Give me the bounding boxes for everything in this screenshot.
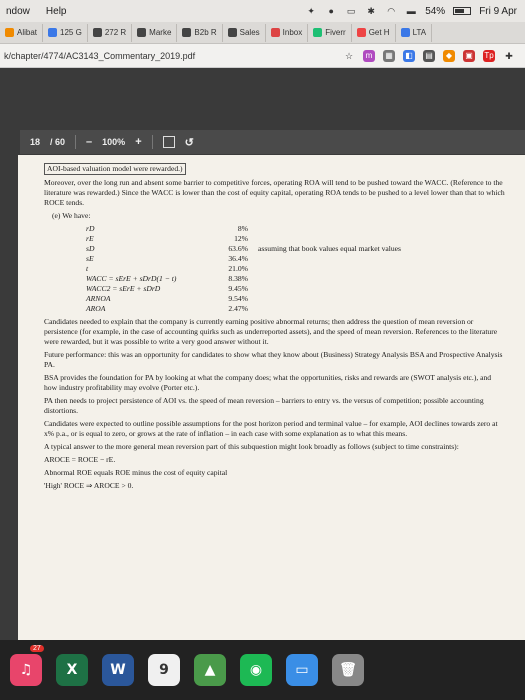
tab-2[interactable] [88, 24, 132, 42]
variable-name: WACC = sErE + sDrD(1 − t) [86, 274, 177, 283]
paragraph: Future performance: this was an opportunity for candidates to show what they know about (Business) Strategy Analysis BSA and Prospective Analysis PA. [44, 350, 503, 369]
variable-value: 2.47% [228, 304, 248, 313]
tab-label: Get H [368, 28, 390, 37]
variable-value: 9.45% [228, 284, 248, 293]
dropbox-icon[interactable]: ✦ [307, 6, 315, 16]
screen-icon[interactable]: ▭ [346, 6, 356, 16]
tab-1[interactable] [43, 24, 88, 42]
menu-item-help[interactable]: Help [45, 5, 67, 17]
battery-percent[interactable]: 54% [425, 5, 446, 17]
variable-note [248, 254, 505, 264]
tab-bar [0, 22, 525, 44]
page-number[interactable]: 18 [30, 137, 41, 147]
address-bar[interactable] [0, 44, 525, 68]
paragraph: Moreover, over the long run and absent some barrier to competitive forces, operating ROA will tend to be pushed toward the WACC. (Reference to the literature was rewarded.) Since the WACC is lower than the cost of equity capital, operating ROA tends to be pushed to a level lower than that to which ROCE tends. [44, 178, 505, 207]
variable-name: t [86, 264, 89, 273]
zoom-out-button[interactable]: – [86, 136, 93, 148]
variable-note [248, 294, 505, 304]
tab-6[interactable] [266, 24, 309, 42]
variable-name: sE [86, 254, 94, 263]
paragraph: Abnormal ROE equals ROE minus the cost of equity capital [44, 468, 228, 477]
toolbar-divider [75, 135, 76, 149]
favicon-icon [271, 28, 280, 37]
favicon-icon [228, 28, 237, 37]
notification-badge: 27 [30, 645, 44, 652]
tab-label: Fiverr [325, 28, 346, 37]
tab-label: 125 G [60, 28, 82, 37]
extension-icon-tp[interactable]: Tp [484, 50, 494, 60]
paragraph: Candidates were expected to outline possible assumptions for the post horizon period and terminal value – for example, AOI declines towards zero at x% p.a., or is equal to zero, or grows at the rate of inflation – in each case with some explanation as to what this means. [44, 419, 498, 438]
variable-value: 8% [237, 224, 248, 233]
tab-7[interactable] [308, 24, 351, 42]
dock-app-music-icon[interactable]: ♫ [10, 654, 42, 686]
battery-icon[interactable] [453, 7, 471, 15]
variable-value: 63.6% [228, 244, 248, 253]
menu-bar [0, 0, 525, 22]
extension-icon-red[interactable]: ▣ [463, 50, 475, 62]
variable-value: 36.4% [228, 254, 248, 263]
variable-note: assuming that book values equal market values [258, 244, 401, 253]
variable-note [248, 284, 505, 294]
variable-name: rE [86, 234, 94, 243]
values-table [86, 224, 505, 314]
tab-label: LTA [412, 28, 427, 37]
variable-note [248, 234, 505, 244]
circle-icon[interactable]: ● [328, 6, 334, 16]
dock [0, 640, 525, 700]
fit-page-icon[interactable] [163, 136, 175, 148]
favicon-icon [313, 28, 322, 37]
paragraph: BSA provides the foundation for PA by looking at what the company does; what the opportunities, risks and rewards are (SWOT analysis etc.), and how industry profitability may evolve (Porter etc.). [44, 373, 492, 392]
dock-app-trash-icon[interactable]: 🗑 [332, 654, 364, 686]
tab-8[interactable] [352, 24, 396, 42]
tab-label: Alibat [17, 28, 38, 37]
page-total: / 60 [50, 137, 66, 147]
dock-app-spotify-icon[interactable]: ◉ [240, 654, 272, 686]
tab-label: B2b R [194, 28, 217, 37]
clock[interactable]: Fri 9 Apr [479, 5, 517, 17]
tab-label: Marke [149, 28, 172, 37]
zoom-in-button[interactable]: + [135, 136, 142, 148]
dock-app-word-icon[interactable]: W [102, 654, 134, 686]
variable-note [248, 224, 505, 234]
variable-note [248, 264, 505, 274]
variable-name: ARNOA [86, 294, 111, 303]
extension-icon-orange[interactable]: ◆ [443, 50, 455, 62]
favicon-icon [357, 28, 366, 37]
tab-9[interactable] [396, 24, 432, 42]
extension-icon-dark[interactable]: ▤ [423, 50, 435, 62]
formula: 'High' ROCE ⇒ AROCE > 0. [44, 481, 134, 490]
extension-icon-m[interactable]: m [363, 50, 375, 62]
variable-note [248, 304, 505, 314]
section-fragment: AOI-based valuation model were rewarded.) [44, 163, 186, 175]
puzzle-icon[interactable]: ✚ [505, 50, 513, 61]
favicon-icon [137, 28, 146, 37]
rotate-icon[interactable]: ↺ [184, 136, 194, 149]
variable-value: 8.38% [228, 274, 248, 283]
bluetooth-icon[interactable]: ✱ [367, 6, 375, 16]
extension-icon-grid[interactable]: ▦ [383, 50, 395, 62]
variable-note [248, 274, 505, 284]
paragraph: A typical answer to the more general mean reversion part of this subquestion might look broadly as follows (subject to time constraints): [44, 442, 459, 451]
favicon-icon [182, 28, 191, 37]
paragraph: Candidates needed to explain that the company is currently earning positive abnormal returns; then address the question of mean reversion or persistence (for example, in the case of accounting quirks such as underreported assets), and the speed of mean reversion. References to the literature were rewarded, but it was possible to write a very good answer without it. [44, 317, 498, 346]
url-text[interactable]: k/chapter/4774/AC3143_Commentary_2019.pdf [4, 50, 196, 61]
tab-label: Sales [239, 28, 260, 37]
favicon-icon [5, 28, 14, 37]
variable-name: AROA [86, 304, 106, 313]
paragraph: PA then needs to project persistence of AOI vs. the speed of mean reversion – barriers to entry vs. the versus of competition; possible accounting distortions. [44, 396, 484, 415]
star-icon[interactable]: ☆ [344, 50, 354, 61]
variable-name: sD [86, 244, 95, 253]
favicon-icon [48, 28, 57, 37]
subquestion-label: (e) We have: [52, 211, 91, 220]
tab-label: 272 R [104, 28, 127, 37]
zoom-level[interactable]: 100% [102, 137, 126, 147]
favicon-icon [401, 28, 410, 37]
dock-app-excel-icon[interactable]: X [56, 654, 88, 686]
variable-value: 21.0% [228, 264, 248, 273]
variable-name: WACC2 = sErE + sDrD [86, 284, 161, 293]
tab-5[interactable] [223, 24, 266, 42]
tab-3[interactable] [132, 24, 177, 42]
tab-0[interactable] [0, 24, 43, 42]
formula: AROCE = ROCE − rE. [44, 455, 116, 464]
pdf-page [18, 155, 525, 650]
variable-value: 12% [234, 234, 248, 243]
toolbar-divider [152, 135, 153, 149]
tab-4[interactable] [177, 24, 222, 42]
variable-value: 9.54% [228, 294, 248, 303]
favicon-icon [93, 28, 102, 37]
dock-app-maps-icon[interactable]: ▲ [194, 654, 226, 686]
tab-label: Inbox [282, 28, 303, 37]
menu-item-window[interactable]: ndow [6, 5, 30, 17]
wifi-icon[interactable]: ◠ [387, 6, 396, 16]
dock-app-pages-icon[interactable]: 9 [148, 654, 180, 686]
variable-name: rD [86, 224, 95, 233]
pdf-toolbar [20, 130, 525, 154]
dock-app-folder-icon[interactable]: ▭ [286, 654, 318, 686]
flag-icon[interactable]: ▬ [406, 6, 416, 16]
extension-icon-blue[interactable]: ◧ [403, 50, 415, 62]
